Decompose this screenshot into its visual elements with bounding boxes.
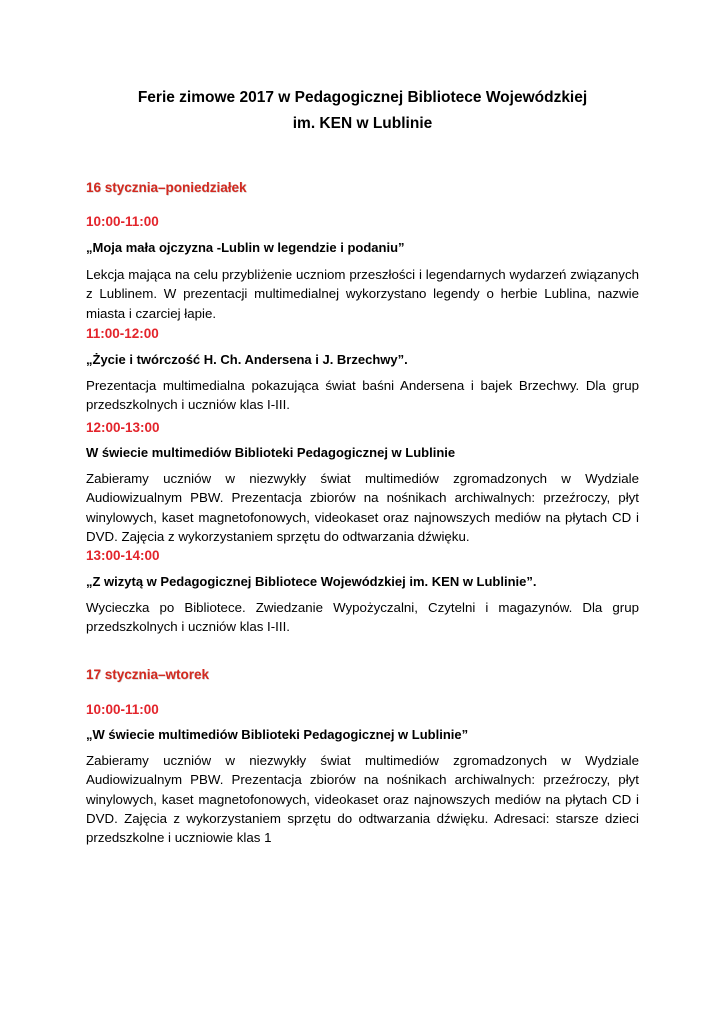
document-title-line-1: Ferie zimowe 2017 w Pedagogicznej Bibliotece Wojewódzkiej [137,89,588,106]
event-description: Prezentacja multimedialna pokazująca świat baśni Andersena i bajek Brzechwy. Dla grup przedszkolnych i uczniów klas I-III. [86,378,639,413]
document-title-line-2: im. KEN w Lublinie [292,115,433,132]
event-description: Zabieramy uczniów w niezwykły świat multimediów zgromadzonych w Wydziale Audiowizualnym PBW. Prezentacja zbiorów na nośnikach archiwalnych: przeźroczy, płyt winylowych, kaset magnetofonowych, videokaset oraz najnowszych mediów na płytach CD i DVD. Zajęcia z wykorzystaniem sprzętu do odtwarzania dźwięku. [86,471,639,544]
event-description: Lekcja mająca na celu przybliżenie uczniom przeszłości i legendarnych wydarzeń związanych z Lublinem. W prezentacji multimedialnej wykorzystano legendy o herbie Lublina, nazwie miasta i czarciej łapie. [86,267,639,321]
event-title: „Z wizytą w Pedagogicznej Bibliotece Wojewódzkiej im. KEN w Lublinie”. [86,574,537,589]
event-title: W świecie multimediów Biblioteki Pedagogicznej w Lublinie [86,445,456,460]
event-time: 10:00-11:00 [86,214,159,229]
event-title: „W świecie multimediów Biblioteki Pedagogicznej w Lublinie” [86,727,469,742]
event-time: 11:00-12:00 [86,326,159,341]
event-time: 10:00-11:00 [86,702,159,717]
day-heading-17-january: 17 stycznia–wtorek [86,667,210,682]
event-title: „Moja mała ojczyzna -Lublin w legendzie i podaniu” [86,240,405,255]
event-title: „Życie i twórczość H. Ch. Andersena i J. Brzechwy”. [86,352,408,367]
event-time: 13:00-14:00 [86,548,160,563]
event-description: Zabieramy uczniów w niezwykły świat multimediów zgromadzonych w Wydziale Audiowizualnym PBW. Prezentacja zbiorów na nośnikach archiwalnych: przeźroczy, płyt winylowych, kaset magnetofonowych, videokaset oraz najnowszych mediów na płytach CD i DVD. Zajęcia z wykorzystaniem sprzętu do odtwarzania dźwięku. Adresaci: starsze dzieci przedszkolne i uczniowie klas 1 [86,753,639,846]
event-time: 12:00-13:00 [86,420,160,435]
event-description: Wycieczka po Bibliotece. Zwiedzanie Wypożyczalni, Czytelni i magazynów. Dla grup przedszkolnych i uczniów klas I-III. [86,600,639,635]
document-page [86,0,639,1024]
day-heading-16-january: 16 stycznia–poniedziałek [86,180,247,195]
